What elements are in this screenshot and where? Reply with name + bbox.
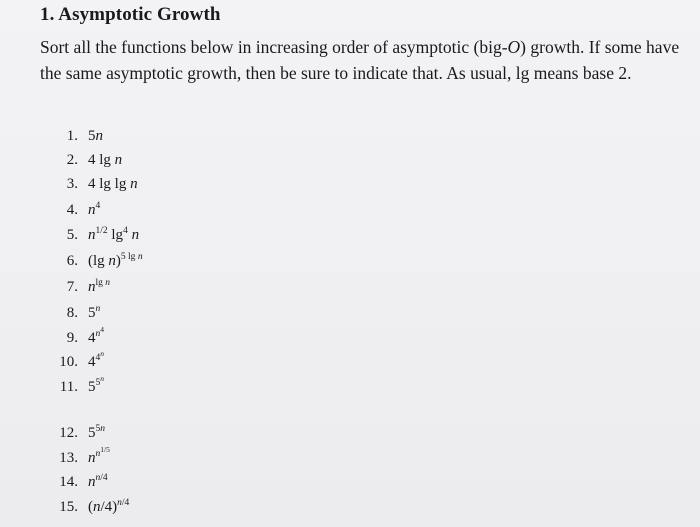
function-expression	[88, 422, 105, 444]
function-number: 7.	[66, 279, 78, 295]
function-base: (lg n)	[88, 253, 121, 269]
function-base: (n/4)	[88, 499, 118, 515]
function-expression	[88, 173, 138, 195]
function-base: 4	[88, 330, 96, 346]
function-base: 4	[88, 354, 96, 370]
function-expression	[88, 149, 122, 171]
function-expression	[88, 376, 104, 398]
function-base: n	[88, 227, 96, 243]
function-exponent	[121, 252, 143, 262]
function-number: 13.	[59, 450, 78, 466]
function-expression	[88, 224, 139, 246]
exponent-text: 5n	[95, 424, 105, 434]
log-term-exponent: 4	[123, 226, 128, 236]
function-exponent	[96, 226, 108, 236]
function-expression	[88, 327, 104, 349]
function-exponent	[96, 304, 101, 314]
function-number: 14.	[59, 474, 78, 490]
exponent-text: 5 lg n	[120, 252, 143, 262]
function-base: n	[88, 474, 96, 490]
function-exponent	[96, 473, 108, 483]
function-base: 5	[88, 425, 96, 441]
function-number: 15.	[59, 499, 78, 515]
function-base: 5	[88, 379, 96, 395]
exponent-text: 4	[95, 353, 101, 363]
function-expression	[88, 125, 103, 147]
function-number: 6.	[66, 253, 78, 269]
exponent-text: n	[95, 329, 101, 339]
exponent-text: lg n	[95, 278, 111, 288]
function-exponent	[95, 445, 110, 459]
function-number: 11.	[59, 379, 78, 395]
function-number: 2.	[66, 152, 78, 168]
function-base: n	[88, 450, 96, 466]
function-exponent	[117, 498, 129, 508]
function-tail: n	[131, 227, 140, 243]
function-base: n	[88, 202, 96, 218]
function-expression	[88, 447, 110, 469]
function-base: 4 lg lg n	[88, 176, 138, 192]
function-number: 5.	[66, 227, 78, 243]
function-exponent	[96, 424, 106, 434]
function-expression	[88, 302, 100, 324]
big-o-symbol: O	[507, 37, 521, 57]
function-number: 1.	[66, 128, 78, 144]
function-base: 5n	[88, 128, 103, 144]
exponent-text: 4	[95, 201, 101, 211]
function-expression	[88, 199, 100, 221]
function-base: n	[88, 279, 96, 295]
function-exponent	[95, 325, 105, 339]
function-number: 8.	[66, 305, 78, 321]
section-heading: 1. Asymptotic Growth	[40, 4, 221, 25]
function-expression	[88, 471, 108, 493]
function-expression	[88, 351, 104, 373]
function-base: 5	[88, 305, 96, 321]
nested-exponent: 1/5	[100, 445, 110, 454]
function-number: 9.	[66, 330, 78, 346]
nested-exponent: n	[100, 349, 104, 358]
exponent-text: n/4	[117, 498, 130, 508]
exponent-text: 5	[95, 378, 101, 388]
function-base: 4 lg n	[88, 152, 123, 168]
function-number: 12.	[59, 425, 78, 441]
nested-exponent: 4	[100, 325, 104, 334]
function-expression	[88, 250, 143, 272]
function-log-term: lg	[107, 227, 124, 243]
function-number: 10.	[59, 354, 78, 370]
exponent-text: 1/2	[95, 226, 108, 236]
exponent-text: n	[95, 449, 101, 459]
function-number: 4.	[66, 202, 78, 218]
exponent-text: n/4	[95, 473, 108, 483]
instructions-text-end: ) growth. If some have the same asymptotic growth, then be sure to indicate that. As usual, lg means base 2.	[40, 37, 680, 83]
function-number: 3.	[66, 176, 78, 192]
function-exponent	[95, 374, 105, 388]
instructions-text-start: Sort all the functions below in increasing order of asymptotic (big-	[40, 37, 508, 57]
nested-exponent: n	[100, 374, 104, 383]
function-exponent	[96, 201, 101, 211]
function-expression	[88, 276, 110, 298]
function-exponent	[95, 349, 105, 363]
function-exponent	[96, 278, 111, 288]
exponent-text: n	[95, 304, 101, 314]
function-expression	[88, 496, 129, 518]
